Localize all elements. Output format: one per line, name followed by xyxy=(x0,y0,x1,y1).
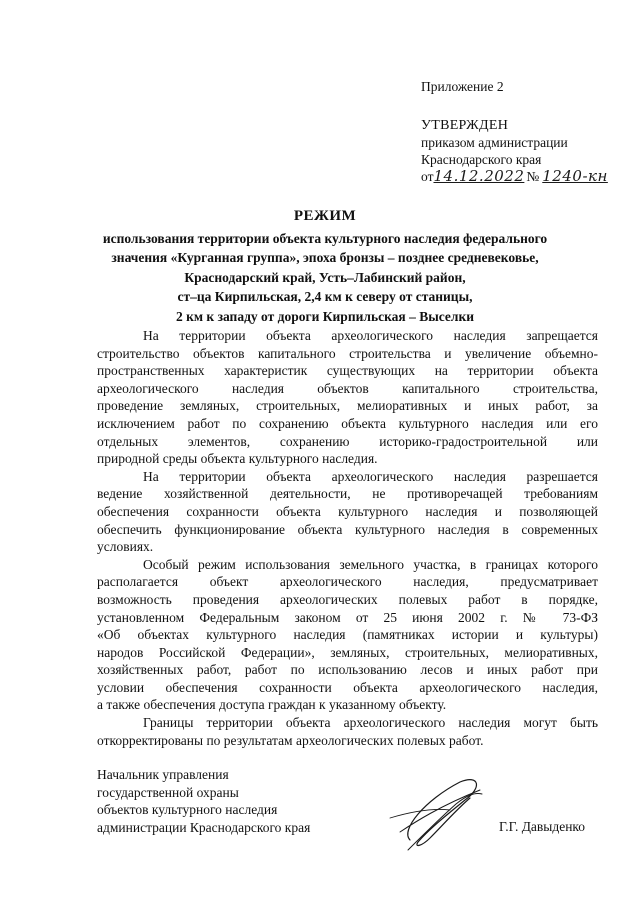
paragraph-line: установленном Федеральным законом от 25 июня 2002 г. № 73-ФЗ xyxy=(97,609,598,625)
handwritten-signature xyxy=(370,770,490,856)
paragraph-line: хозяйственных работ, работ по использованию лесов и иных работ при xyxy=(97,662,598,678)
approval-line-2: Краснодарского края xyxy=(421,152,542,167)
paragraph-line: археологического наследия объектов капитального строительства, xyxy=(97,380,598,396)
approval-date-line xyxy=(421,168,608,185)
paragraph-1 xyxy=(97,327,598,468)
paragraph-line: пространственных характеристик существующих на территории объекта xyxy=(97,363,598,379)
title-line-3: Краснодарский край, Усть–Лабинский район, xyxy=(184,269,466,285)
paragraph-line: На территории объекта археологического наследия разрешается xyxy=(143,468,598,484)
paragraph-line: строительство объектов капитального строительства и увеличение объемно- xyxy=(97,345,598,361)
signatory-position xyxy=(97,766,310,836)
paragraph-line: отдельных элементов, сохранению историко-градостроительной или xyxy=(97,433,598,449)
paragraph-line: На территории объекта археологического наследия запрещается xyxy=(143,328,598,343)
paragraph-line: Особый режим использования земельного участка, в границах которого xyxy=(143,556,598,572)
paragraph-line: условии обеспечения сохранности объекта археологического наследия, xyxy=(97,679,598,695)
title-heading: РЕЖИМ xyxy=(293,208,357,224)
paragraph-line: исключением работ по сохранению объекта культурного наследия или его xyxy=(97,415,598,431)
paragraph-line: народов Российской Федерации», земляных, строительных, мелиоративных, xyxy=(97,644,598,660)
document-title xyxy=(60,207,590,326)
handwritten-date: 14.12.2022 xyxy=(433,167,525,185)
position-line-2: государственной охраны xyxy=(97,784,239,800)
title-line-1: использования территории объекта культурного наследия федерального xyxy=(102,230,548,246)
paragraph-line: обеспечения сохранности объекта культурного наследия и позволяющей xyxy=(97,503,598,519)
position-line-3: объектов культурного наследия xyxy=(97,802,278,818)
paragraph-line: располагается объект археологического наследия, предусматривает xyxy=(97,574,598,590)
date-prefix: от xyxy=(421,169,434,184)
title-line-4: ст–ца Кирпильская, 2,4 км к северу от станицы, xyxy=(177,289,473,304)
paragraph-line: откорректированы по результатам археологических полевых работ. xyxy=(97,732,484,748)
paragraph-line: «Об объектах культурного наследия (памятниках истории и культуры) xyxy=(97,627,598,643)
title-line-2: значения «Курганная группа», эпоха бронзы – позднее средневековье, xyxy=(111,250,539,265)
approved-label: УТВЕРЖДЕН xyxy=(421,118,509,133)
signatory-name: Г.Г. Давыденко xyxy=(499,819,586,834)
paragraph-line: Границы территории объекта археологического наследия могут быть xyxy=(143,715,598,731)
paragraph-line: природной среды объекта культурного наследия. xyxy=(97,451,378,467)
approval-stamp xyxy=(421,78,608,185)
annex-label: Приложение 2 xyxy=(421,79,504,94)
handwritten-number: 1240-кн xyxy=(542,167,608,185)
position-line-4: администрации Краснодарского края xyxy=(97,819,311,835)
paragraph-line: возможность проведения археологических полевых работ в порядке, xyxy=(97,591,598,607)
paragraph-line: проведение земляных, строительных, мелиоративных и иных работ, за xyxy=(97,398,598,414)
paragraph-4 xyxy=(97,714,598,749)
position-line-1: Начальник управления xyxy=(97,767,229,782)
paragraph-line: ведение хозяйственной деятельности, не противоречащей требованиям xyxy=(97,486,598,502)
paragraph-line: обеспечить функционирование объекта культурного наследия в современных xyxy=(97,521,598,537)
document-body xyxy=(97,327,598,749)
paragraph-line: а также обеспечения доступа граждан к указанному объекту. xyxy=(97,697,447,713)
number-sign: № xyxy=(526,169,540,184)
approval-line-1: приказом администрации xyxy=(421,135,568,150)
paragraph-3 xyxy=(97,556,598,714)
paragraph-2 xyxy=(97,468,598,556)
paragraph-line: условиях. xyxy=(97,539,154,555)
title-line-5: 2 км к западу от дороги Кирпильская – Выселки xyxy=(175,308,475,324)
